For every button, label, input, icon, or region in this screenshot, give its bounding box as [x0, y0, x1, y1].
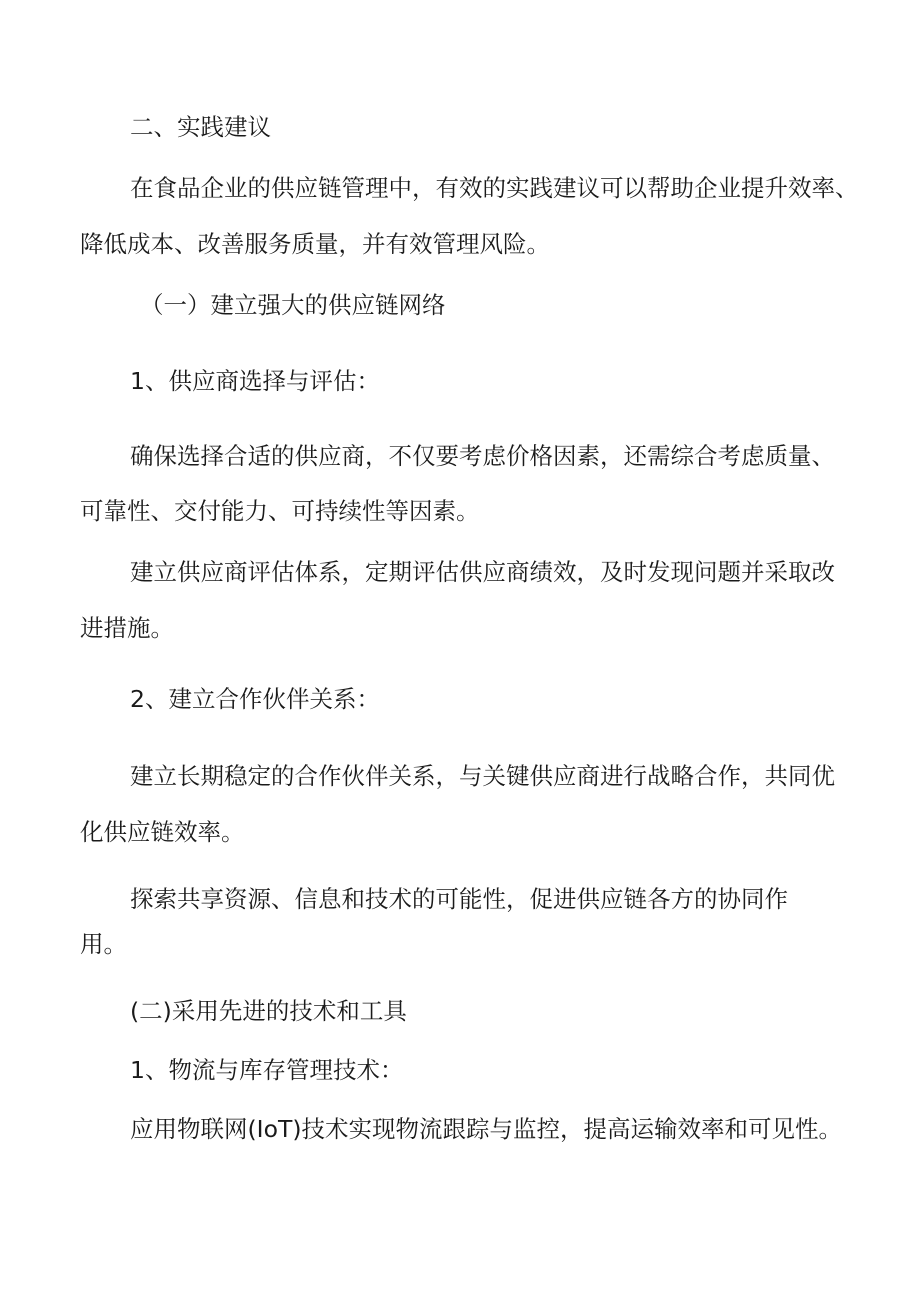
intro-line-2: 降低成本、改善服务质量，并有效管理风险。	[80, 230, 550, 258]
partner-para-1-line-2: 化供应链效率。	[80, 818, 245, 846]
supplier-para-1-line-2: 可靠性、交付能力、可持续性等因素。	[80, 497, 480, 525]
item-heading-2: 2、建立合作伙伴关系：	[130, 685, 380, 713]
subsection-heading-1: （一）建立强大的供应链网络	[140, 291, 446, 319]
partner-para-2-line-2: 用。	[80, 930, 127, 958]
item-heading-3: 1、物流与库存管理技术：	[130, 1056, 404, 1084]
section-heading: 二、实践建议	[130, 113, 271, 141]
supplier-para-2-line-2: 进措施。	[80, 614, 174, 642]
supplier-para-2-line-1: 建立供应商评估体系，定期评估供应商绩效，及时发现问题并采取改	[130, 558, 835, 586]
supplier-para-1-line-1: 确保选择合适的供应商，不仅要考虑价格因素，还需综合考虑质量、	[130, 442, 835, 470]
item-heading-1: 1、供应商选择与评估：	[130, 367, 380, 395]
partner-para-1-line-1: 建立长期稳定的合作伙伴关系，与关键供应商进行战略合作，共同优	[130, 762, 835, 790]
tech-para-1-line-1: 应用物联网(IoT)技术实现物流跟踪与监控，提高运输效率和可见性。	[130, 1115, 842, 1143]
subsection-heading-2: (二)采用先进的技术和工具	[130, 997, 407, 1025]
partner-para-2-line-1: 探索共享资源、信息和技术的可能性，促进供应链各方的协同作	[130, 885, 788, 913]
intro-line-1: 在食品企业的供应链管理中，有效的实践建议可以帮助企业提升效率、	[130, 174, 859, 202]
